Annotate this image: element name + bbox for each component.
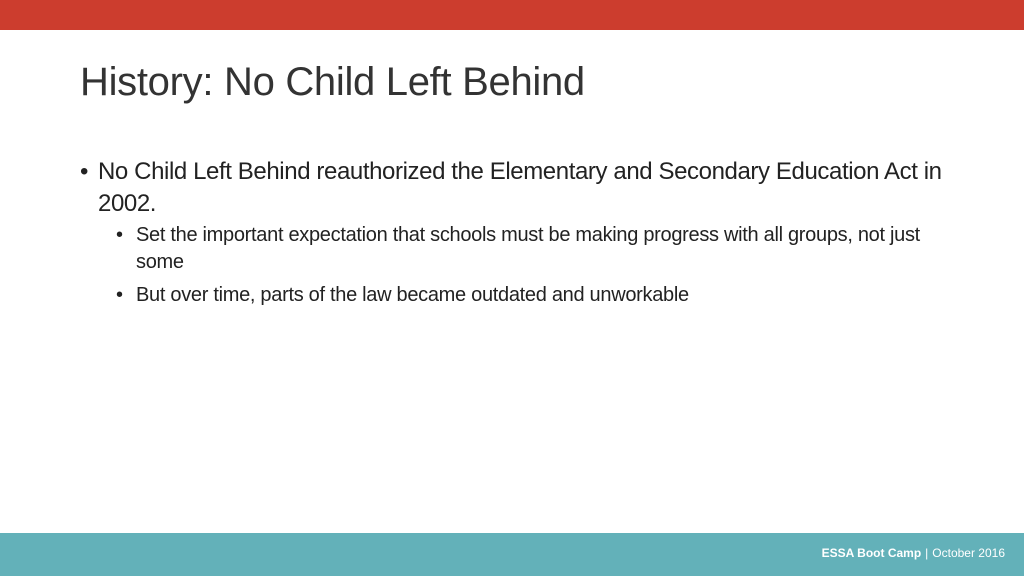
sub-bullet-list: [80, 222, 960, 309]
top-accent-bar: [0, 0, 1024, 30]
sub-bullet-item: [116, 222, 960, 276]
footer-separator: |: [925, 546, 929, 560]
bullet-text: No Child Left Behind reauthorized the Elementary and Secondary Education Act in 2002.: [98, 158, 942, 217]
bullet-dot-icon: •: [80, 158, 89, 185]
bullet-dot-icon: •: [116, 284, 123, 306]
sub-bullet-item: [116, 282, 960, 309]
footer-event: ESSA Boot Camp: [821, 546, 922, 560]
bullet-dot-icon: •: [116, 224, 123, 246]
sub-bullet-text: Set the important expectation that schools must be making progress with all groups, not just some: [136, 224, 920, 273]
slide-body: [80, 156, 960, 315]
bullet-item: [80, 156, 960, 220]
slide-title: History: No Child Left Behind: [80, 60, 585, 104]
footer-bar: [0, 533, 1024, 576]
sub-bullet-text: But over time, parts of the law became outdated and unworkable: [136, 284, 689, 306]
footer-date: October 2016: [932, 546, 1005, 560]
footer-text: [822, 546, 1005, 560]
